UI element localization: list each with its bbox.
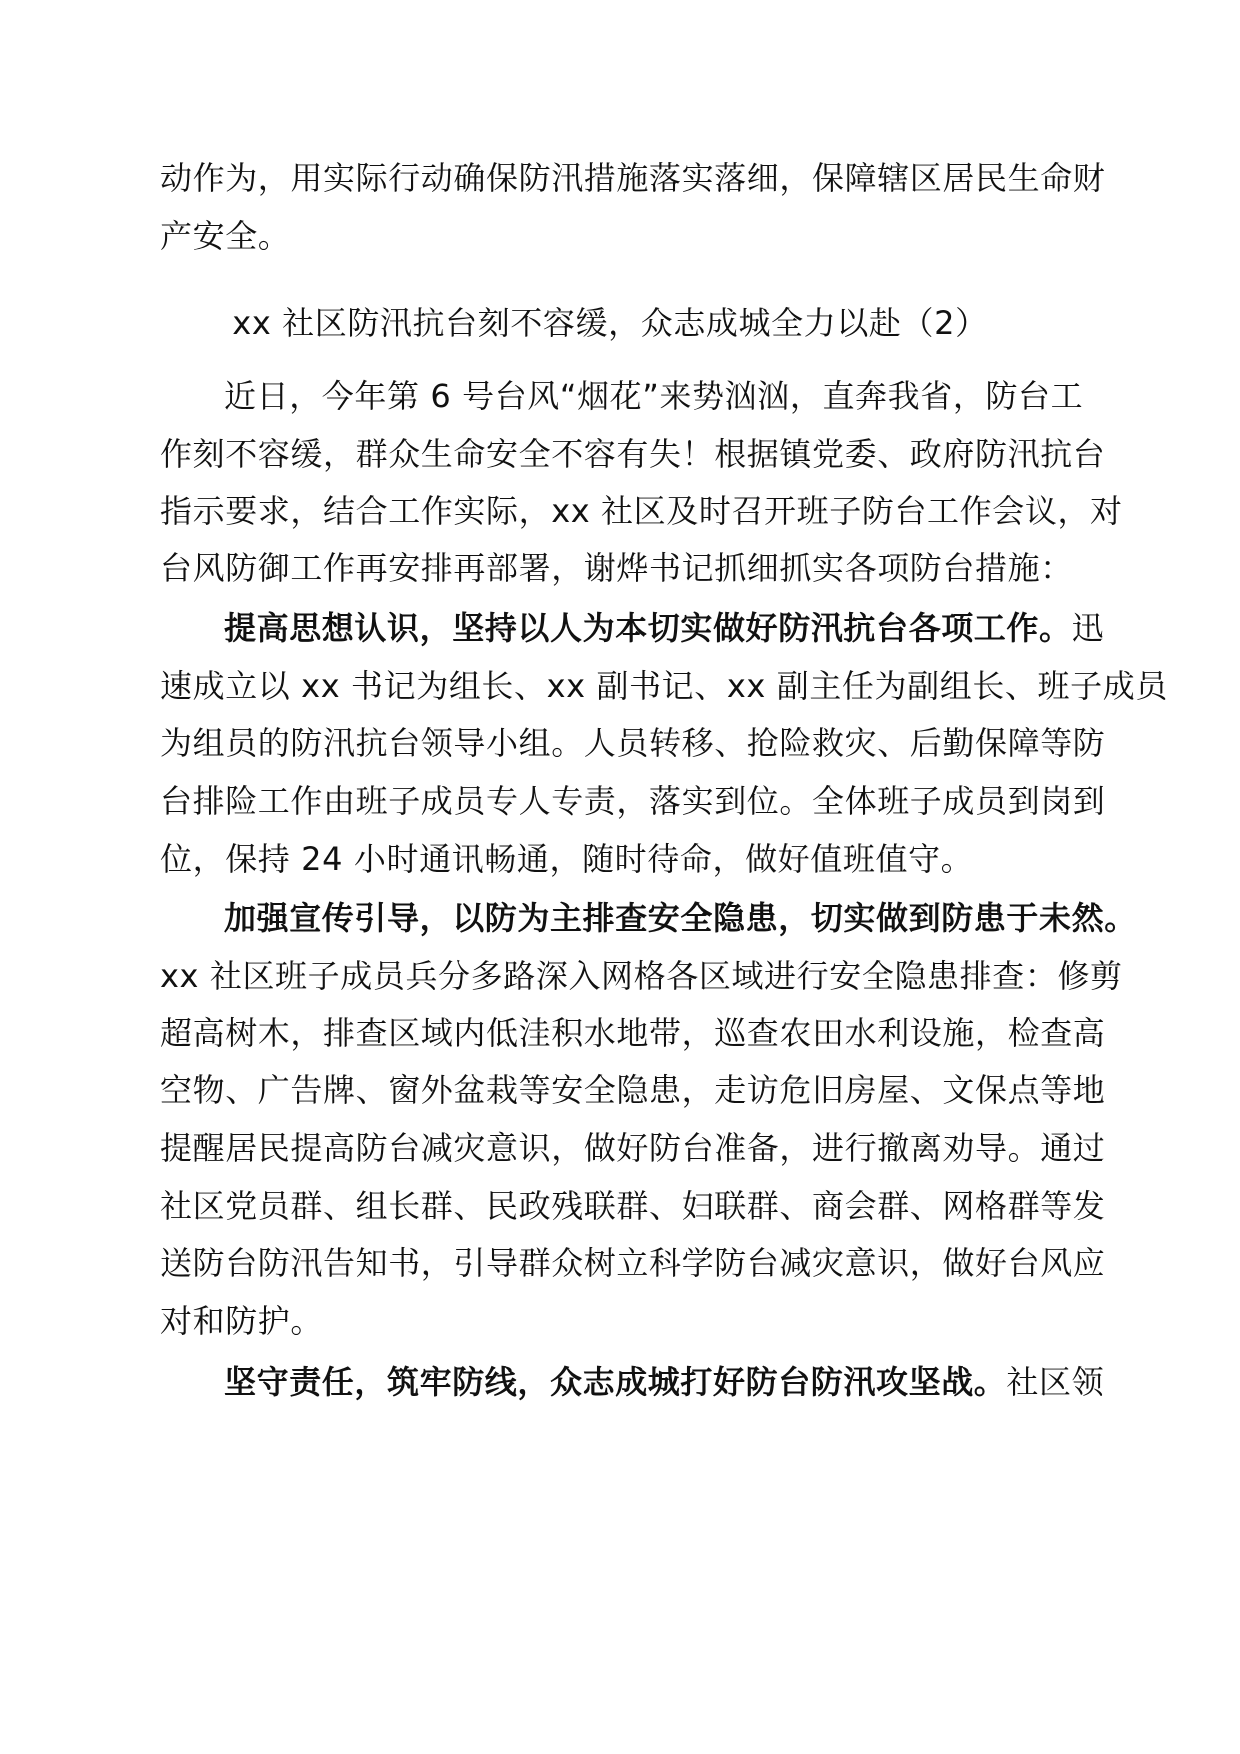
paragraph-line: 空物、广告牌、窗外盆栽等安全隐患，走访危旧房屋、文保点等地	[160, 1071, 1106, 1109]
paragraph-line: 位，保持 24 小时通讯畅通，随时待命，做好值班值守。	[160, 840, 974, 878]
paragraph-line: xx 社区班子成员兵分多路深入网格各区域进行安全隐患排查：修剪	[160, 957, 1123, 995]
paragraph-line: 超高树木，排查区域内低洼积水地带，巡查农田水利设施，检查高	[160, 1014, 1106, 1052]
paragraph-line: 作刻不容缓，群众生命安全不容有失！根据镇党委、政府防汛抗台	[160, 435, 1106, 473]
intro-line: 动作为，用实际行动确保防汛措施落实落细，保障辖区居民生命财	[160, 159, 1106, 197]
intro-line: 产安全。	[160, 217, 291, 255]
paragraph-heading: 提高思想认识，坚持以人为本切实做好防汛抗台各项工作。	[224, 609, 1072, 647]
paragraph-line: 对和防护。	[160, 1302, 324, 1340]
paragraph-text: 社区领	[1006, 1363, 1105, 1401]
paragraph-line	[224, 898, 1137, 938]
paragraph-line: 送防台防汛告知书，引导群众树立科学防台减灾意识，做好台风应	[160, 1244, 1106, 1282]
paragraph-line: 近日，今年第 6 号台风“烟花”来势汹汹，直奔我省，防台工	[224, 377, 1084, 415]
paragraph-line: 指示要求，结合工作实际，xx 社区及时召开班子防台工作会议，对	[160, 492, 1123, 530]
paragraph-heading: 加强宣传引导，以防为主排查安全隐患，切实做到防患于未然。	[224, 899, 1137, 937]
paragraph-line: 提醒居民提高防台减灾意识，做好防台准备，进行撤离劝导。通过	[160, 1129, 1106, 1167]
paragraph-line: 台排险工作由班子成员专人专责，落实到位。全体班子成员到岗到	[160, 782, 1106, 820]
section-title: xx 社区防汛抗台刻不容缓，众志成城全力以赴（2）	[232, 304, 988, 342]
paragraph-line	[224, 1362, 1105, 1402]
paragraph-line	[224, 608, 1105, 648]
paragraph-line: 社区党员群、组长群、民政残联群、妇联群、商会群、网格群等发	[160, 1187, 1106, 1225]
paragraph-line: 速成立以 xx 书记为组长、xx 副书记、xx 副主任为副组长、班子成员	[160, 667, 1168, 705]
paragraph-text: 迅	[1071, 609, 1105, 647]
paragraph-line: 为组员的防汛抗台领导小组。人员转移、抢险救灾、后勤保障等防	[160, 724, 1106, 762]
paragraph-heading: 坚守责任，筑牢防线，众志成城打好防台防汛攻坚战。	[224, 1363, 1007, 1401]
paragraph-line: 台风防御工作再安排再部署，谢烨书记抓细抓实各项防台措施：	[160, 549, 1073, 587]
